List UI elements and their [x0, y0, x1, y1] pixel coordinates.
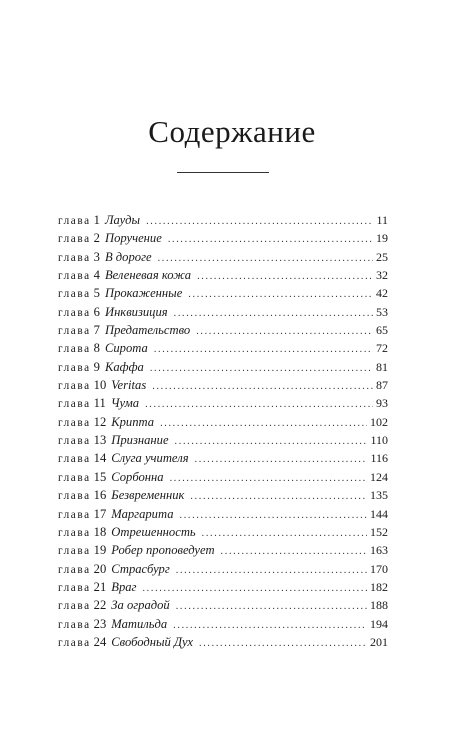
toc-entry: [58, 505, 388, 523]
toc-entry: [58, 560, 388, 578]
dot-leader: [170, 470, 367, 488]
chapter-number: 10: [93, 378, 107, 393]
chapter-label: глава: [58, 545, 91, 558]
chapter-number: 20: [93, 561, 107, 576]
chapter-label: глава: [58, 471, 91, 484]
dot-leader: [196, 323, 373, 341]
chapter-number: 23: [93, 616, 107, 631]
toc-entry: [58, 431, 388, 449]
dot-leader: [145, 396, 373, 414]
page-number: 163: [370, 543, 388, 558]
chapter-label: глава: [58, 581, 91, 594]
dot-leader: [195, 451, 368, 469]
chapter-label: глава: [58, 233, 91, 246]
page-number: 194: [370, 616, 388, 631]
dot-leader: [152, 378, 373, 396]
chapter-number: 2: [93, 231, 100, 246]
chapter-label: глава: [58, 508, 91, 521]
toc-entry: [58, 449, 388, 467]
chapter-number: 9: [93, 359, 100, 374]
chapter-number: 16: [93, 488, 107, 503]
chapter-title: Сирота: [104, 341, 148, 356]
dot-leader: [146, 213, 373, 231]
toc-entry: [58, 394, 388, 412]
chapter-number: 24: [93, 634, 107, 649]
page-number: 152: [370, 524, 388, 539]
dot-leader: [199, 635, 367, 653]
page-number: 42: [376, 286, 388, 301]
page-number: 188: [370, 598, 388, 613]
dot-leader: [202, 525, 367, 543]
chapter-label: глава: [58, 251, 91, 264]
chapter-label: глава: [58, 380, 91, 393]
toc-entry: [58, 486, 388, 504]
chapter-number: 11: [93, 396, 106, 411]
toc-entry: [58, 468, 388, 486]
chapter-title: В дороге: [104, 249, 152, 264]
chapter-label: глава: [58, 618, 91, 631]
toc-entry: [58, 413, 388, 431]
chapter-title: Лауды: [104, 213, 141, 227]
chapter-title: Поручение: [104, 231, 162, 246]
page-number: 116: [370, 451, 388, 466]
page-number: 11: [376, 213, 388, 227]
toc-entry: [58, 303, 388, 321]
chapter-title: Свободный Дух: [111, 634, 194, 649]
dot-leader: [168, 231, 373, 249]
page-number: 170: [370, 561, 388, 576]
page-number: 182: [370, 579, 388, 594]
chapter-label: глава: [58, 270, 91, 283]
chapter-number: 15: [93, 469, 107, 484]
chapter-number: 12: [93, 414, 107, 429]
dot-leader: [176, 598, 367, 616]
toc-entry: [58, 596, 388, 614]
chapter-title: Сорбонна: [111, 469, 164, 484]
chapter-title: Признание: [111, 433, 169, 448]
chapter-label: глава: [58, 636, 91, 649]
chapter-label: глава: [58, 453, 91, 466]
toc-entry: [58, 229, 388, 247]
title-divider: [177, 172, 269, 173]
toc-entry: [58, 615, 388, 633]
dot-leader: [221, 543, 367, 561]
chapter-number: 1: [93, 213, 100, 227]
chapter-number: 21: [93, 579, 107, 594]
chapter-title: Прокаженные: [104, 286, 183, 301]
page-number: 102: [370, 414, 388, 429]
page-number: 201: [370, 634, 388, 649]
dot-leader: [174, 305, 373, 323]
chapter-title: Страсбург: [111, 561, 170, 576]
chapter-number: 22: [93, 598, 107, 613]
chapter-title: Предательство: [104, 323, 191, 338]
chapter-title: Враг: [111, 579, 137, 594]
page-number: 135: [370, 488, 388, 503]
chapter-label: глава: [58, 490, 91, 503]
dot-leader: [188, 286, 373, 304]
toc-entry: [58, 523, 388, 541]
page-number: 32: [376, 268, 388, 283]
page-number: 144: [370, 506, 388, 521]
toc-entry: [58, 633, 388, 651]
chapter-number: 3: [93, 249, 100, 264]
chapter-number: 7: [93, 323, 100, 338]
dot-leader: [175, 433, 368, 451]
dot-leader: [142, 580, 367, 598]
toc-entry: [58, 211, 388, 229]
dot-leader: [150, 360, 373, 378]
dot-leader: [190, 488, 367, 506]
chapter-title: Робер проповедует: [111, 543, 215, 558]
chapter-title: Каффа: [104, 359, 144, 374]
chapter-number: 4: [93, 268, 100, 283]
dot-leader: [180, 507, 367, 525]
table-of-contents: [58, 211, 388, 651]
chapter-label: глава: [58, 435, 91, 448]
chapter-number: 19: [93, 543, 107, 558]
toc-entry: [58, 578, 388, 596]
chapter-number: 18: [93, 524, 107, 539]
toc-entry: [58, 248, 388, 266]
toc-entry: [58, 284, 388, 302]
chapter-title: Маргарита: [111, 506, 174, 521]
chapter-title: Крипта: [111, 414, 155, 429]
chapter-title: Veritas: [111, 378, 147, 393]
page-title: Содержание: [148, 114, 316, 149]
toc-entry: [58, 266, 388, 284]
chapter-number: 5: [93, 286, 100, 301]
chapter-label: глава: [58, 215, 91, 227]
chapter-label: глава: [58, 398, 91, 411]
page-number: 19: [376, 231, 388, 246]
page-number: 93: [376, 396, 388, 411]
dot-leader: [197, 268, 373, 286]
chapter-number: 8: [93, 341, 100, 356]
chapter-label: глава: [58, 600, 91, 613]
chapter-label: глава: [58, 563, 91, 576]
page-number: 65: [376, 323, 388, 338]
chapter-title: Матильда: [111, 616, 168, 631]
page-number: 72: [376, 341, 388, 356]
chapter-label: глава: [58, 306, 91, 319]
page-number: 81: [376, 359, 388, 374]
page-number: 53: [376, 304, 388, 319]
chapter-label: глава: [58, 343, 91, 356]
toc-entry: [58, 376, 388, 394]
chapter-number: 17: [93, 506, 107, 521]
chapter-title: Слуга учителя: [111, 451, 189, 466]
page-number: 124: [370, 469, 388, 484]
page-number: 87: [376, 378, 388, 393]
toc-entry: [58, 321, 388, 339]
chapter-title: Чума: [110, 396, 140, 411]
chapter-title: Отрешенность: [111, 524, 196, 539]
chapter-label: глава: [58, 416, 91, 429]
toc-entry: [58, 339, 388, 357]
chapter-title: Веленевая кожа: [104, 268, 192, 283]
page-number: 25: [376, 249, 388, 264]
dot-leader: [154, 341, 373, 359]
toc-entry: [58, 358, 388, 376]
dot-leader: [173, 617, 367, 635]
page-number: 110: [370, 433, 388, 448]
chapter-label: глава: [58, 526, 91, 539]
dot-leader: [176, 562, 367, 580]
chapter-label: глава: [58, 288, 91, 301]
chapter-number: 14: [93, 451, 107, 466]
chapter-label: глава: [58, 325, 91, 338]
toc-entry: [58, 541, 388, 559]
chapter-title: Безвременник: [111, 488, 185, 503]
chapter-title: За оградой: [111, 598, 170, 613]
chapter-label: глава: [58, 361, 91, 374]
dot-leader: [160, 415, 367, 433]
chapter-number: 13: [93, 433, 107, 448]
chapter-number: 6: [93, 304, 100, 319]
chapter-title: Инквизиция: [104, 304, 168, 319]
